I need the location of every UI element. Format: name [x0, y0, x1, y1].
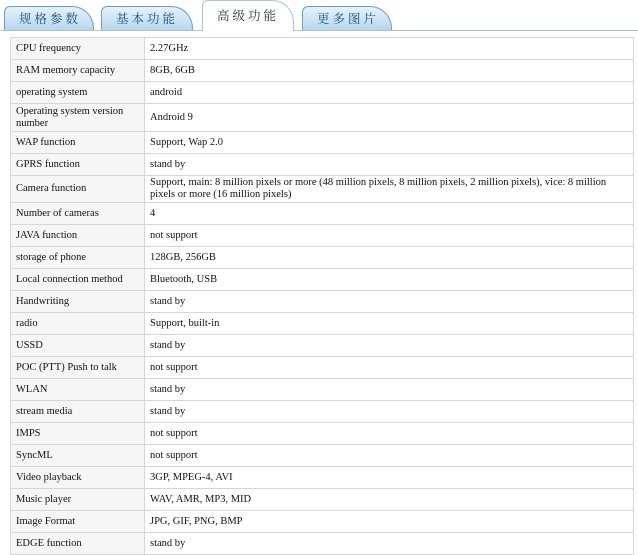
spec-row-camera [11, 176, 634, 203]
spec-label: operating system [11, 82, 145, 104]
spec-value: 3GP, MPEG-4, AVI [145, 467, 634, 489]
spec-value: stand by [145, 335, 634, 357]
spec-label: CPU frequency [11, 38, 145, 60]
spec-row-poc [11, 357, 634, 379]
spec-row-ussd [11, 335, 634, 357]
tab-divider [0, 30, 638, 31]
spec-label: Number of cameras [11, 203, 145, 225]
spec-value: stand by [145, 533, 634, 555]
spec-value: JPG, GIF, PNG, BMP [145, 511, 634, 533]
spec-label: radio [11, 313, 145, 335]
spec-row-image-format [11, 511, 634, 533]
tab-bar [0, 0, 638, 30]
spec-row-radio [11, 313, 634, 335]
spec-row-wlan [11, 379, 634, 401]
spec-value: 4 [145, 203, 634, 225]
spec-label: RAM memory capacity [11, 60, 145, 82]
spec-value: Android 9 [145, 104, 634, 132]
spec-value: Support, main: 8 million pixels or more (48 million pixels, 8 million pixels, 2 million pixels), vice: 8 million pixels or more (16 million pixels) [145, 176, 634, 203]
spec-label: WAP function [11, 132, 145, 154]
spec-label: Operating system version number [11, 104, 145, 132]
spec-label: Camera function [11, 176, 145, 203]
spec-value: WAV, AMR, MP3, MID [145, 489, 634, 511]
spec-value: not support [145, 423, 634, 445]
spec-row-video-playback [11, 467, 634, 489]
spec-value: stand by [145, 154, 634, 176]
spec-row-syncml [11, 445, 634, 467]
spec-row-wap [11, 132, 634, 154]
spec-value: not support [145, 445, 634, 467]
spec-label: SyncML [11, 445, 145, 467]
spec-row-handwriting [11, 291, 634, 313]
spec-row-os-version [11, 104, 634, 132]
spec-row-java [11, 225, 634, 247]
spec-label: USSD [11, 335, 145, 357]
tab-specifications[interactable]: 规格参数 [4, 6, 94, 30]
spec-label: Local connection method [11, 269, 145, 291]
spec-value: not support [145, 225, 634, 247]
spec-label: stream media [11, 401, 145, 423]
spec-value: Support, Wap 2.0 [145, 132, 634, 154]
spec-value: 128GB, 256GB [145, 247, 634, 269]
spec-label: Handwriting [11, 291, 145, 313]
spec-value: Bluetooth, USB [145, 269, 634, 291]
spec-label: Video playback [11, 467, 145, 489]
spec-row-stream-media [11, 401, 634, 423]
spec-row-edge [11, 533, 634, 555]
spec-row-connection [11, 269, 634, 291]
spec-row-ram [11, 60, 634, 82]
spec-label: Music player [11, 489, 145, 511]
spec-label: storage of phone [11, 247, 145, 269]
spec-label: GPRS function [11, 154, 145, 176]
spec-label: IMPS [11, 423, 145, 445]
spec-row-storage [11, 247, 634, 269]
spec-label: Image Format [11, 511, 145, 533]
spec-label: POC (PTT) Push to talk [11, 357, 145, 379]
spec-value: stand by [145, 401, 634, 423]
spec-row-os [11, 82, 634, 104]
tab-more-pictures[interactable]: 更多图片 [302, 6, 392, 30]
spec-value: not support [145, 357, 634, 379]
spec-label: JAVA function [11, 225, 145, 247]
spec-row-music-player [11, 489, 634, 511]
spec-row-imps [11, 423, 634, 445]
tab-advanced-functions[interactable]: 高级功能 [202, 0, 294, 31]
spec-value: stand by [145, 379, 634, 401]
spec-row-camera-count [11, 203, 634, 225]
spec-row-cpu-frequency [11, 38, 634, 60]
spec-label: WLAN [11, 379, 145, 401]
spec-table-container [10, 37, 634, 555]
spec-value: Support, built-in [145, 313, 634, 335]
spec-row-gprs [11, 154, 634, 176]
spec-value: android [145, 82, 634, 104]
spec-value: stand by [145, 291, 634, 313]
spec-value: 2.27GHz [145, 38, 634, 60]
spec-label: EDGE function [11, 533, 145, 555]
tab-basic-functions[interactable]: 基本功能 [101, 6, 193, 30]
spec-table [10, 37, 634, 555]
spec-value: 8GB, 6GB [145, 60, 634, 82]
